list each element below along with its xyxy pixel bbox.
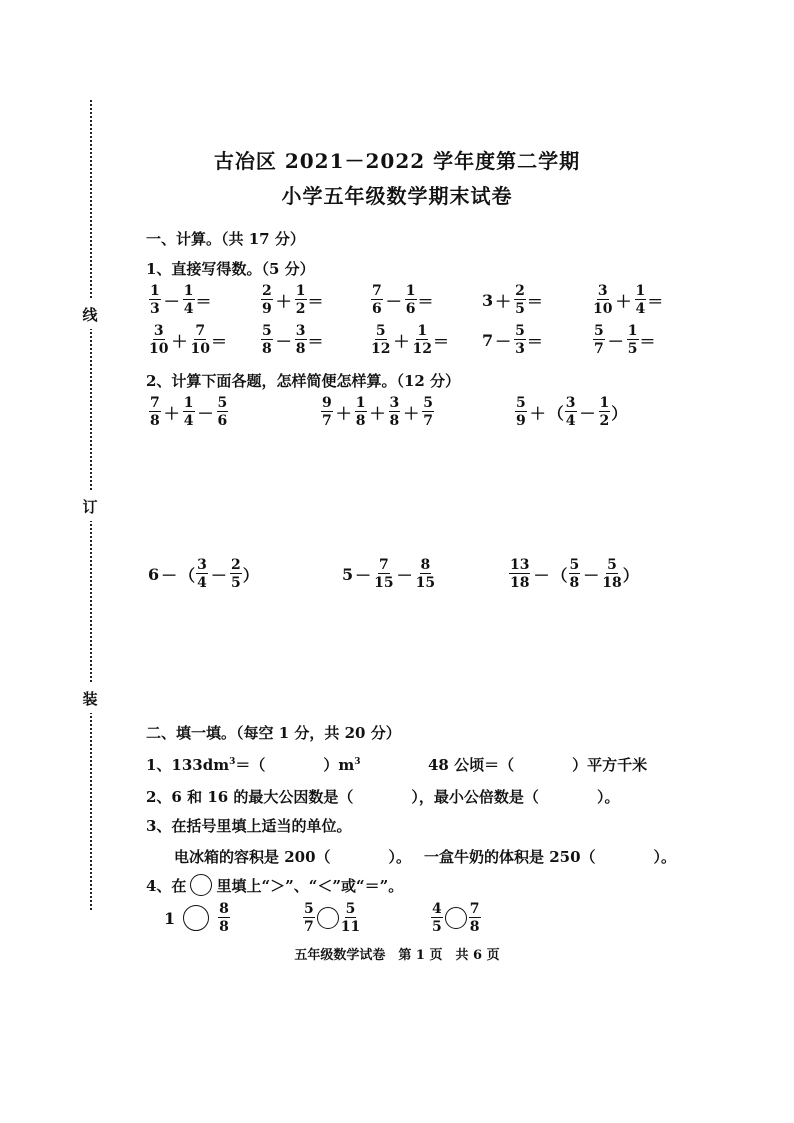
s2-q4-compare-1: 1 $\frac{8}{8}$ (164, 901, 229, 935)
answer-circle-2[interactable] (317, 907, 339, 929)
section1-heading: 一、计算。（共 17 分） (146, 230, 305, 248)
s2-q4-compare-3: $\frac{4}{5}$ $\frac{7}{8}$ (432, 901, 480, 935)
q2-expr-3: $\frac{5}{9}$ ＋ （ $\frac{3}{4}$ － $\frac{1}{2}$ ） (516, 395, 628, 429)
q2-expr-5: 5 － $\frac{7}{15}$ － $\frac{8}{15}$ (342, 557, 436, 591)
q1-item-1: $\frac{1}{3}$ － $\frac{1}{4}$ ＝ (150, 283, 212, 317)
s2-q3-label: 3、在括号里填上适当的单位。 (146, 817, 352, 835)
binding-char-ding: 订 (80, 492, 100, 521)
exam-title-line1: 古冶区 2021－2022 学年度第二学期 (213, 149, 581, 173)
q2-expr-2: $\frac{9}{7}$ ＋ $\frac{1}{8}$ ＋ $\frac{3}{8}$ ＋ $\frac{5}{7}$ (322, 395, 434, 429)
q1-item-5: $\frac{3}{10}$ ＋ $\frac{1}{4}$ ＝ (593, 283, 664, 317)
s2-q4-label: 4、在 里填上“＞”、“＜”或“＝”。 (146, 874, 403, 896)
q2-label: 2、计算下面各题，怎样简便怎样算。（12 分） (146, 372, 461, 390)
q1-item-10: $\frac{5}{7}$ － $\frac{1}{5}$ ＝ (594, 323, 656, 357)
q1-item-3: $\frac{7}{6}$ － $\frac{1}{6}$ ＝ (372, 283, 434, 317)
s2-q3-milk: 一盒牛奶的体积是 250（ ）。 (424, 848, 677, 866)
s2-q1: 1、$133dm^3=$（ ）$m^3$ (146, 756, 361, 774)
q1-label: 1、直接写得数。（5 分） (146, 260, 315, 278)
q1-item-6: $\frac{3}{10}$ ＋ $\frac{7}{10}$ ＝ (149, 323, 227, 357)
q2-expr-4: 6 － （ $\frac{3}{4}$ － $\frac{2}{5}$ ） (148, 557, 259, 591)
q1-item-2: $\frac{2}{9}$ ＋ $\frac{1}{2}$ ＝ (262, 283, 324, 317)
answer-circle-3[interactable] (445, 907, 467, 929)
s2-q1-b: 48 公顷＝（ ）平方千米 (428, 756, 648, 774)
answer-circle-1[interactable] (183, 905, 209, 931)
binding-char-zhuang: 装 (80, 684, 100, 713)
page-footer: 五年级数学试卷 第 1 页 共 6 页 (294, 948, 500, 963)
section2-heading: 二、填一填。（每空 1 分，共 20 分） (146, 724, 401, 742)
s2-q2: 2、6 和 16 的最大公因数是（ ），最小公倍数是（ ）。 (146, 788, 620, 806)
s2-q3-fridge: 电冰箱的容积是 200（ ）。 (174, 848, 412, 866)
binding-char-xian: 线 (80, 300, 100, 329)
compare-circle-icon (190, 874, 212, 896)
q1-item-4: 3 ＋ $\frac{2}{5}$ ＝ (482, 283, 543, 317)
q1-item-9: 7 － $\frac{5}{3}$ ＝ (482, 323, 543, 357)
q2-expr-1: $\frac{7}{8}$ ＋ $\frac{1}{4}$ － $\frac{5}{6}$ (150, 395, 228, 429)
q2-expr-6: $\frac{13}{18}$ － （ $\frac{5}{8}$ － $\frac{5}{18}$ ） (510, 557, 639, 591)
q1-item-8: $\frac{5}{12}$ ＋ $\frac{1}{12}$ ＝ (371, 323, 449, 357)
s2-q4-compare-2: $\frac{5}{7}$ $\frac{5}{11}$ (304, 901, 361, 935)
exam-title-line2: 小学五年级数学期末试卷 (281, 184, 513, 208)
q1-item-7: $\frac{5}{8}$ － $\frac{3}{8}$ ＝ (262, 323, 324, 357)
